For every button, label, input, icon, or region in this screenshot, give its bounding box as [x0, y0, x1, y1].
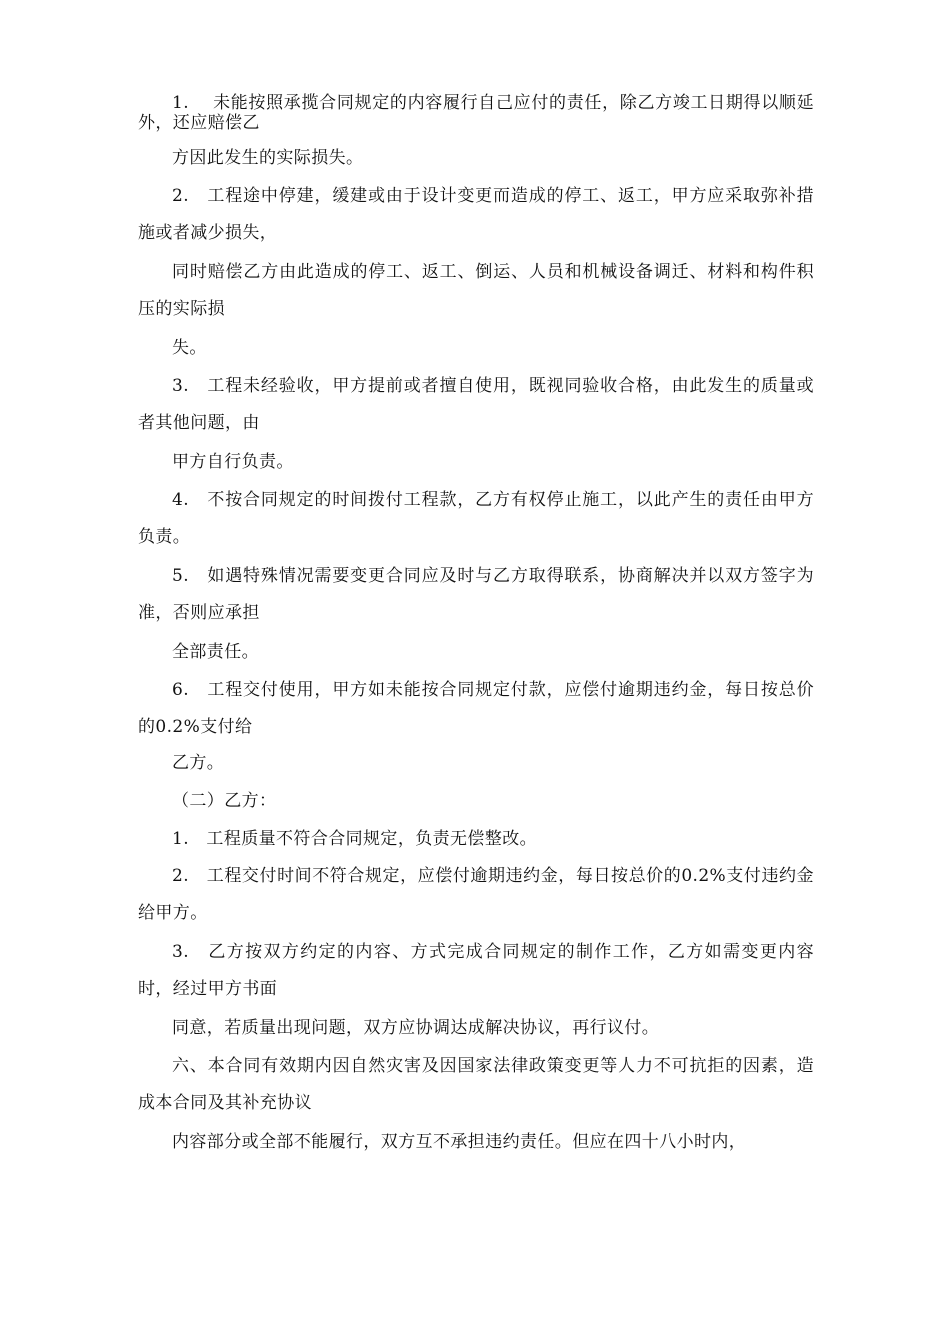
paragraph-12: 乙方。 [172, 753, 225, 773]
paragraph-2: 方因此发生的实际损失。 [172, 148, 364, 168]
paragraph-4: 同时赔偿乙方由此造成的停工、返工、倒运、人员和机械设备调迁、材料和构件积压的实际损 [138, 262, 814, 319]
paragraph-7: 甲方自行负责。 [172, 452, 294, 472]
paragraph-19: 内容部分或全部不能履行，双方互不承担违约责任。但应在四十八小时内， [172, 1132, 747, 1152]
paragraph-15: 2. 工程交付时间不符合规定，应偿付逾期违约金，每日按总价的0.2%支付违约金给甲方。 [138, 866, 814, 923]
paragraph-3: 2. 工程途中停建，缓建或由于设计变更而造成的停工、返工，甲方应采取弥补措施或者减少损失， [138, 186, 814, 243]
paragraph-6: 3. 工程未经验收，甲方提前或者擅自使用，既视同验收合格，由此发生的质量或者其他问题，由 [138, 376, 814, 433]
paragraph-13: （二）乙方： [172, 791, 277, 811]
paragraph-16: 3. 乙方按双方约定的内容、方式完成合同规定的制作工作，乙方如需变更内容时，经过甲方书面 [138, 942, 814, 999]
paragraph-10: 全部责任。 [172, 642, 259, 662]
paragraph-1: 1. 未能按照承揽合同规定的内容履行自己应付的责任，除乙方竣工日期得以顺延外，还应赔偿乙 [138, 93, 814, 133]
paragraph-9: 5. 如遇特殊情况需要变更合同应及时与乙方取得联系，协商解决并以双方签字为准，否则应承担 [138, 566, 814, 623]
paragraph-11: 6. 工程交付使用，甲方如未能按合同规定付款，应偿付逾期违约金，每日按总价的0.2%支付给 [138, 680, 814, 737]
paragraph-18: 六、本合同有效期内因自然灾害及因国家法律政策变更等人力不可抗拒的因素，造成本合同及其补充协议 [138, 1056, 814, 1113]
paragraph-14: 1. 工程质量不符合合同规定，负责无偿整改。 [172, 829, 538, 849]
paragraph-5: 失。 [172, 338, 207, 358]
paragraph-17: 同意，若质量出现问题，双方应协调达成解决协议，再行议付。 [172, 1018, 660, 1038]
paragraph-8: 4. 不按合同规定的时间拨付工程款，乙方有权停止施工，以此产生的责任由甲方负责。 [138, 490, 814, 547]
